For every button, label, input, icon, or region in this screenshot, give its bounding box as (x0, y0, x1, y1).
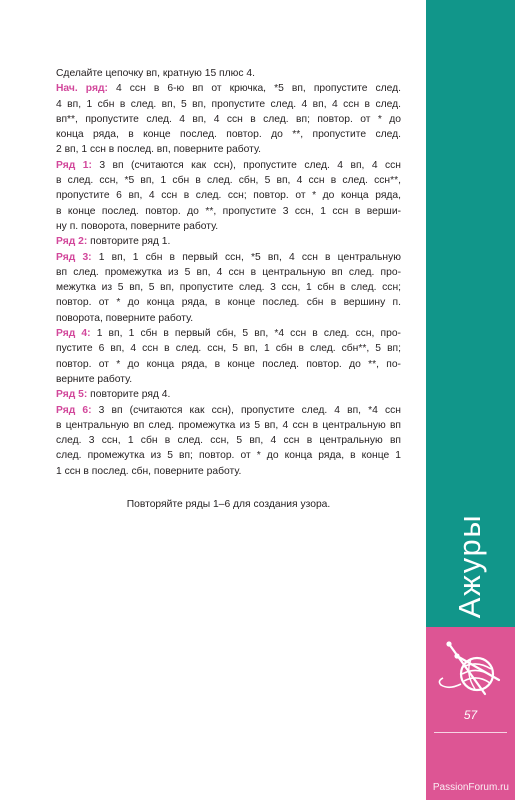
row-5-line-1: Ряд 5: повторите ряд 4. (56, 389, 171, 401)
row-5-paragraph (56, 387, 401, 402)
row-1-line-3: пропустите 6 вп, 4 ссн в след. ссн; повтор. от * до конца ряда, (56, 190, 401, 202)
row-6-label: Ряд 6: (56, 404, 92, 416)
row-1-paragraph (56, 158, 401, 234)
row-2-label: Ряд 2: (56, 236, 88, 248)
row-1-line-1: Ряд 1: 3 вп (считаются как ссн), пропустите след. 4 вп, 4 ссн (56, 159, 401, 171)
row-6-line-1: Ряд 6: 3 вп (считаются как ссн), пропустите след. 4 вп, *4 ссн (56, 404, 401, 416)
sidebar-divider (434, 732, 507, 733)
row-4-line-4: верните работу. (56, 373, 133, 385)
repeat-note: Повторяйте ряды 1–6 для создания узора. (126, 499, 331, 510)
row-4-line-3: повтор. от * до конца ряда, в конце послед. повтор. до **, по- (56, 358, 401, 370)
row-4-paragraph (56, 326, 401, 387)
yarn-ball-icon (435, 636, 507, 700)
row-6-line-2: в центральную вп след. промежутка из 5 вп, 4 ссн в центральную вп (56, 419, 401, 431)
row-4-line-1: Ряд 4: 1 вп, 1 сбн в первый сбн, 5 вп, *4 ссн в след. ссн, про- (56, 328, 401, 340)
row-3-line-2: вп след. промежутка из 5 вп, 4 ссн в центральную вп след. про- (56, 266, 401, 278)
row-6-line-3: след. 3 ссн, 1 сбн в след. ссн, 5 вп, 4 ссн в центральную вп (56, 435, 401, 447)
row-3-label: Ряд 3: (56, 251, 92, 263)
row-1-line-2: в след. ссн, *5 вп, 1 сбн в след. сбн, 5 вп, 4 ссн в след. ссн**, (56, 175, 401, 187)
row-2-paragraph (56, 234, 401, 249)
row-3-line-4: повтор. от * до конца ряда, в конце послед. сбн в вершину п. (56, 297, 401, 309)
row-3-line-1: Ряд 3: 1 вп, 1 сбн в первый ссн, *5 вп, 4 ссн в центральную (56, 251, 401, 263)
row-3-line-3: межутка из 5 вп, 5 вп, пропустите след. 3 ссн, 1 сбн в след. ссн; (56, 282, 401, 294)
row-1-line-4: в конце послед. повтор. до **, пропустите 3 ссн, 1 ссн в верши- (56, 205, 401, 217)
row-start-paragraph (56, 81, 401, 157)
row-5-label: Ряд 5: (56, 389, 88, 401)
row-1-label: Ряд 1: (56, 159, 92, 171)
watermark-text: PassionForum.ru (432, 782, 509, 793)
row-start-label: Нач. ряд: (56, 83, 108, 95)
row-3-line-5: поворота, поверните работу. (56, 312, 194, 324)
row-1-line-5: ну п. поворота, поверните работу. (56, 220, 219, 232)
row-6-paragraph (56, 403, 401, 479)
row-start-line-1: Нач. ряд: 4 ссн в 6-ю вп от крючка, *5 вп, пропустите след. (56, 83, 402, 95)
row-6-line-4: след. промежутка из 5 вп; повтор. от * до конца ряда, в конце 1 (56, 450, 401, 462)
chapter-sidebar (426, 0, 515, 800)
row-start-line-2: 4 вп, 1 сбн в след. вп, 5 вп, пропустите след. 4 вп, 4 ссн в след. (56, 98, 401, 110)
pattern-text (56, 66, 401, 479)
row-start-line-4: конца ряда, в конце послед. повтор. до **, пропустите след. (56, 129, 401, 141)
intro-line: Сделайте цепочку вп, кратную 15 плюс 4. (56, 68, 255, 79)
section-title: Ажуры (452, 513, 487, 619)
page-number: 57 (463, 708, 478, 722)
row-4-line-2: пустите 6 вп, 4 ссн в след. ссн, 5 вп, 1 сбн в след. сбн**, 5 вп; (56, 343, 401, 355)
row-2-line-1: Ряд 2: повторите ряд 1. (56, 236, 171, 248)
row-start-line-5: 2 вп, 1 ссн в послед. вп, поверните работу. (56, 144, 261, 156)
row-3-paragraph (56, 250, 401, 326)
row-6-line-5: 1 ссн в послед. сбн, поверните работу. (56, 465, 242, 477)
row-start-line-3: вп**, пропустите след. 4 вп, 4 ссн в след. вп; повтор. от * до (56, 113, 401, 125)
intro-paragraph (56, 66, 401, 81)
row-4-label: Ряд 4: (56, 328, 91, 340)
